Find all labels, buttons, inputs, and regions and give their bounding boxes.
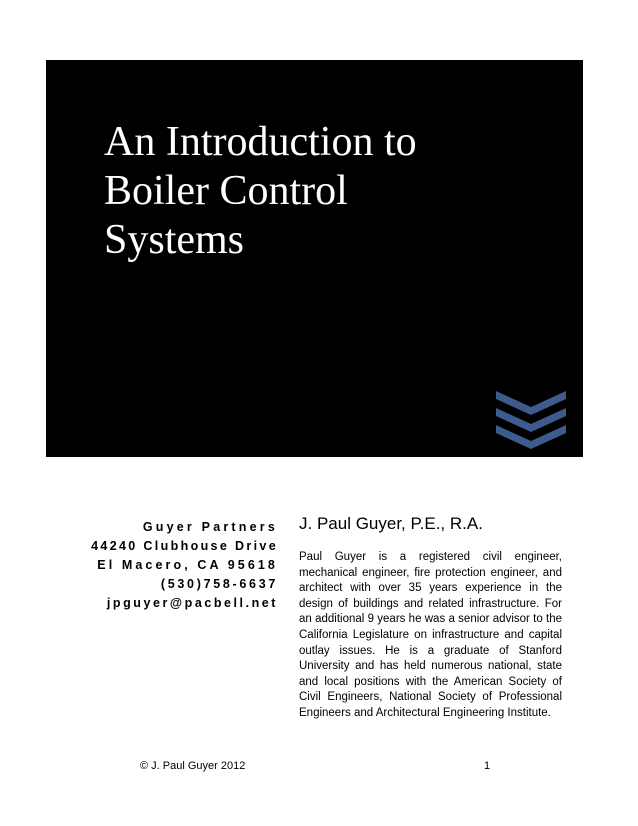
company-city: El Macero, CA 95618 <box>97 558 278 572</box>
cover-block <box>46 60 583 457</box>
title-line-1: An Introduction to <box>104 119 417 165</box>
author-name: J. Paul Guyer, P.E., R.A. <box>299 514 483 533</box>
company-address-block <box>64 518 278 613</box>
triple-chevron-down-icon <box>496 389 566 449</box>
company-street: 44240 Clubhouse Drive <box>91 539 278 553</box>
author-bio: Paul Guyer is a registered civil engineer, mechanical engineer, fire protection engineer, and architect with over 35 years experience in the design of buildings and related infrastructure. For an additional 9 years he was a senior advisor to the California Legislature on infrastructure and capital outlay issues. He is a graduate of Stanford University and has held numerous national, state and local positions with the American Society of Civil Engineers, National Society of Professional Engineers and Architectural Engineering Institute. <box>299 551 562 719</box>
footer-copyright: © J. Paul Guyer 2012 <box>140 760 246 772</box>
page-number: 1 <box>484 760 491 772</box>
title-line-2: Boiler Control <box>104 168 348 214</box>
document-title <box>104 118 417 265</box>
company-phone: (530)758-6637 <box>160 577 278 591</box>
company-name: Guyer Partners <box>142 520 278 534</box>
company-email: jpguyer@pacbell.net <box>106 596 278 610</box>
title-line-3: Systems <box>104 217 245 263</box>
